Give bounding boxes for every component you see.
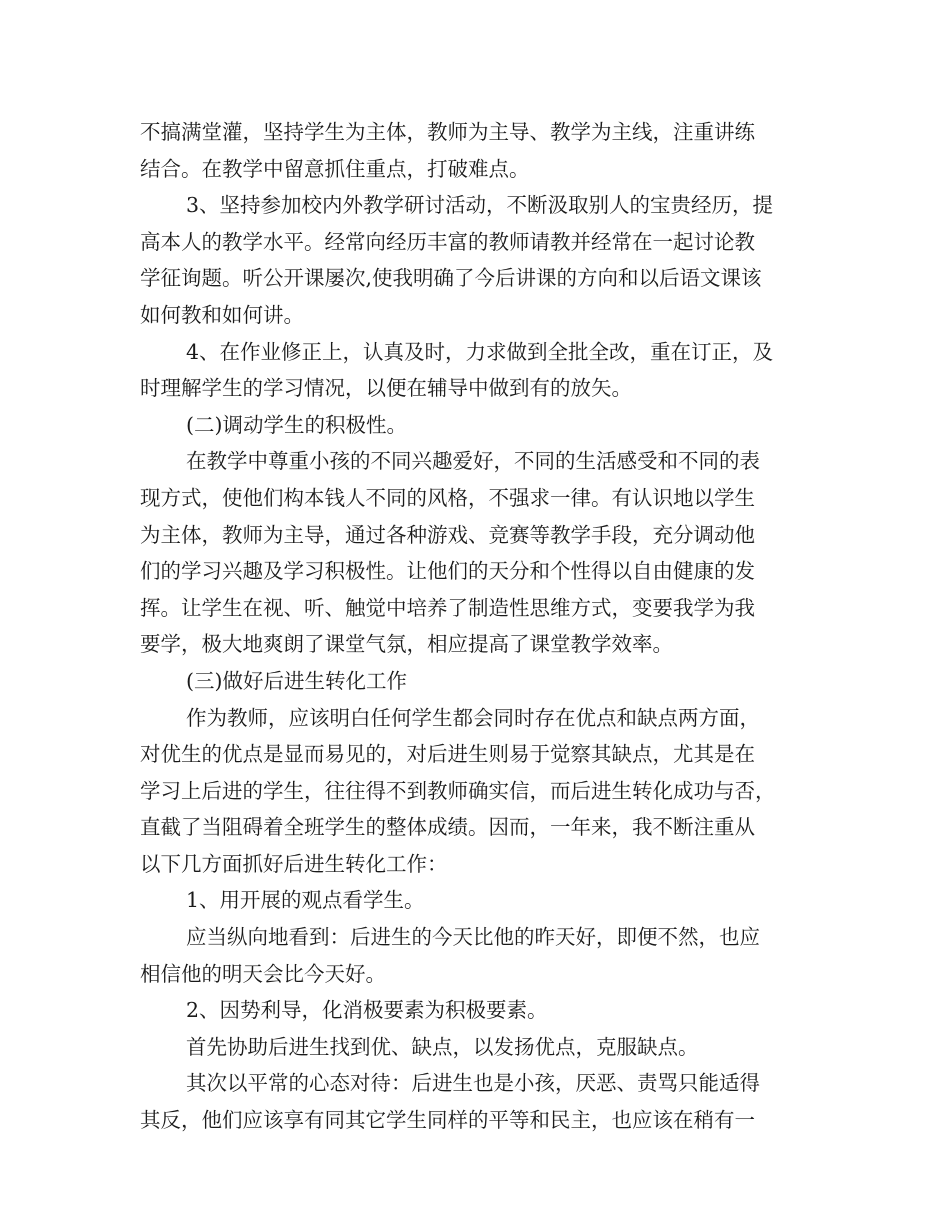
- text-line: 结合。在教学中留意抓住重点，打破难点。: [140, 156, 530, 181]
- text-line: 以下几方面抓好后进生转化工作：: [140, 851, 448, 876]
- text-line: 现方式，使他们构本钱人不同的风格，不强求一律。有认识地以学生: [140, 485, 755, 510]
- text-line: 直截了当阻碍着全班学生的整体成绩。因而，一年来，我不断注重从: [140, 815, 755, 840]
- text-line: 时理解学生的学习情况，以便在辅导中做到有的放矢。: [140, 376, 632, 401]
- text-line: 1、用开展的观点看学生。: [186, 888, 425, 913]
- document-body: [140, 114, 830, 1139]
- text-line: 学征询题。听公开课屡次,使我明确了今后讲课的方向和以后语文课该: [140, 266, 762, 291]
- text-line: 3、坚持参加校内外教学研讨活动，不断汲取别人的宝贵经历，提: [186, 193, 774, 218]
- text-line: 2、因势利导，化消极要素为积极要素。: [186, 998, 548, 1023]
- text-line: 如何教和如何讲。: [140, 302, 304, 327]
- text-line: 不搞满堂灌，坚持学生为主体，教师为主导、教学为主线，注重讲练: [140, 120, 755, 144]
- text-line: 们的学习兴趣及学习积极性。让他们的天分和个性得以自由健康的发: [140, 559, 755, 584]
- text-line: 在教学中尊重小孩的不同兴趣爱好，不同的生活感受和不同的表: [186, 449, 760, 474]
- text-line: (二)调动学生的积极性。: [186, 412, 407, 437]
- text-line: 其反，他们应该享有同其它学生同样的平等和民主，也应该在稍有一: [140, 1108, 755, 1133]
- text-line: (三)做好后进生转化工作: [186, 668, 407, 693]
- text-line: 4、在作业修正上，认真及时，力求做到全批全改，重在订正，及: [186, 339, 774, 364]
- text-line: 要学，极大地爽朗了课堂气氛，相应提高了课堂教学效率。: [140, 632, 673, 657]
- text-line: 作为教师，应该明白任何学生都会同时存在优点和缺点两方面，: [186, 705, 760, 730]
- text-line: 学习上后进的学生，往往得不到教师确实信，而后进生转化成功与否，: [140, 778, 776, 803]
- text-line: 挥。让学生在视、听、触觉中培养了制造性思维方式，变要我学为我: [140, 595, 755, 620]
- text-line: 对优生的优点是显而易见的，对后进生则易于觉察其缺点，尤其是在: [140, 742, 755, 767]
- text-line: 其次以平常的心态对待：后进生也是小孩，厌恶、责骂只能适得: [186, 1071, 760, 1096]
- text-line: 相信他的明天会比今天好。: [140, 961, 386, 986]
- text-line: 应当纵向地看到：后进生的今天比他的昨天好，即便不然，也应: [186, 925, 760, 950]
- text-line: 首先协助后进生找到优、缺点，以发扬优点，克服缺点。: [186, 1034, 699, 1059]
- text-line: 高本人的教学水平。经常向经历丰富的教师请教并经常在一起讨论教: [140, 229, 755, 254]
- text-line: 为主体，教师为主导，通过各种游戏、竞赛等教学手段，充分调动他: [140, 522, 755, 547]
